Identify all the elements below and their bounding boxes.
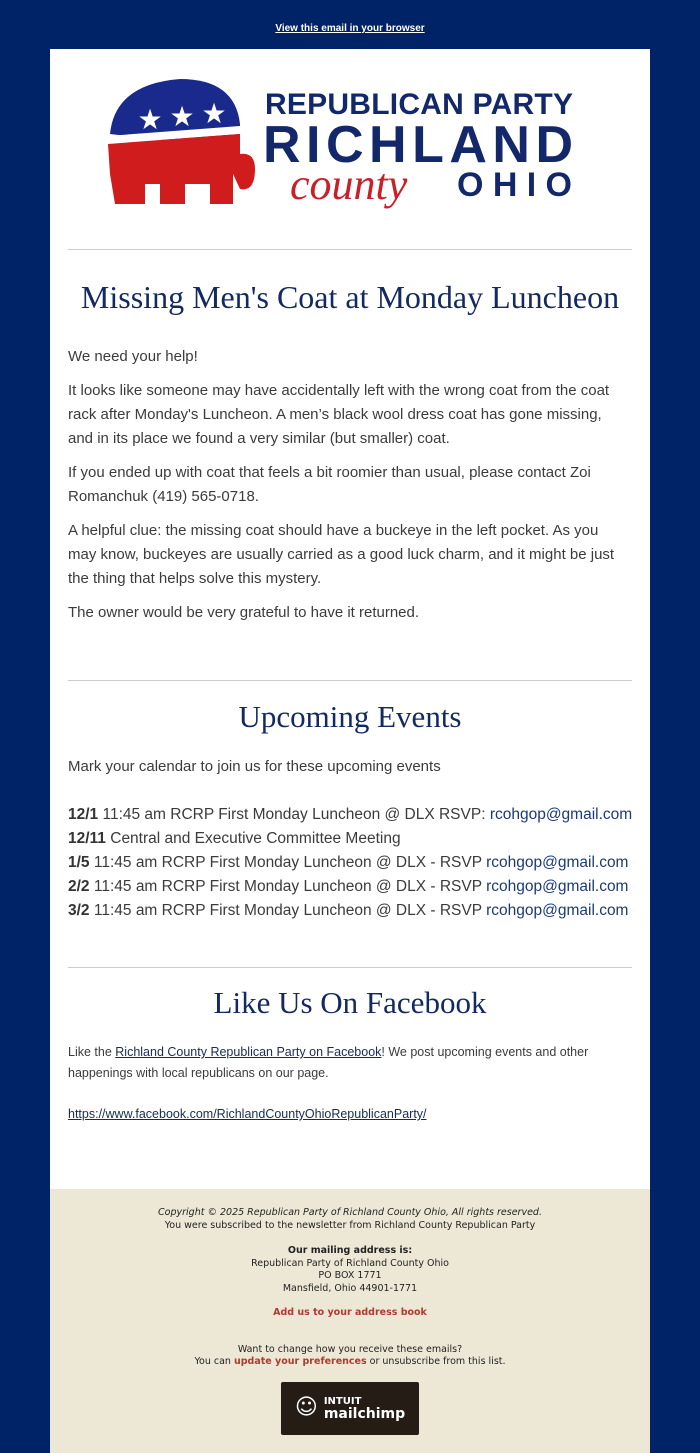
events-title: Upcoming Events [238,699,462,734]
svg-text:county: county [290,160,408,209]
facebook-url-link[interactable]: https://www.facebook.com/RichlandCountyOhioRepublicanParty/ [68,1107,427,1121]
svg-text:RICHLAND: RICHLAND [263,116,573,174]
event-item: 3/2 11:45 am RCRP First Monday Luncheon @ DLX - RSVP rcohgop@gmail.com [68,902,629,919]
events-list [68,803,638,923]
paragraph: It looks like someone may have accidentally left with the wrong coat from the coat rack after Monday's Luncheon. A men’s black wool dress coat has gone missing, and in its place we found a very similar (but smaller) coat. [68,382,610,447]
copyright: Copyright © 2025 Republican Party of Richland County Ohio, All rights reserved. [158,1207,542,1218]
paragraph: A helpful clue: the missing coat should have a buckeye in the left pocket. As you may know, buckeyes are usually carried as a good luck charm, and it might be just the thing that helps solve this mystery. [68,522,615,587]
mailchimp-badge[interactable]: ☺ INTUIT mailchimp [281,1382,419,1435]
svg-text:★: ★ [201,98,227,129]
preheader [0,0,700,49]
svg-text:★: ★ [169,101,195,132]
mailing-label: Our mailing address is: [287,1245,413,1256]
svg-text:REPUBLICAN PARTY: REPUBLICAN PARTY [265,88,573,121]
update-preferences-link[interactable]: update your preferences [233,1356,367,1367]
divider [68,967,632,968]
unsubscribe-text[interactable]: or unsubscribe from this list. [366,1356,506,1367]
address-line: Mansfield, Ohio 44901-1771 [282,1282,418,1294]
divider [68,249,632,250]
rsvp-email-link[interactable]: rcohgop@gmail.com [486,854,629,871]
rsvp-email-link[interactable]: rcohgop@gmail.com [486,878,629,895]
add-address-book-link[interactable]: Add us to your address book [273,1307,427,1318]
article-title: Missing Men's Coat at Monday Luncheon [80,279,620,315]
event-item: 12/11 Central and Executive Committee Meeting [68,830,401,847]
facebook-text: Like the Richland County Republican Party on Facebook! We post upcoming events and other happenings with local republicans on our page. [68,1045,589,1080]
change-prompt: Want to change how you receive these emails? [237,1343,463,1355]
address-line: Republican Party of Richland County Ohio [251,1257,449,1269]
footer: Copyright © 2025 Republican Party of Richland County Ohio, All rights reserved. You were subscribed to the newsletter from Richland County Republican Party Our mailing address is: Republican Party of Richland County Ohio PO BOX 1771 Mansfield, Ohio 44901-1771 Add us to your address book Want to change how you receive these emails? You can update your preferences or unsubscribe from this list. ☺ INTUIT mailchimp [50,1189,650,1453]
event-item: 2/2 11:45 am RCRP First Monday Luncheon @ DLX - RSVP rcohgop@gmail.com [68,878,629,895]
rsvp-email-link[interactable]: rcohgop@gmail.com [486,902,629,919]
svg-text:★: ★ [137,104,163,135]
rsvp-email-link[interactable]: rcohgop@gmail.com [489,806,633,823]
party-logo [105,74,575,219]
event-item: 1/5 11:45 am RCRP First Monday Luncheon @ DLX - RSVP rcohgop@gmail.com [68,854,629,871]
subscribed-note: You were subscribed to the newsletter from Richland County Republican Party [164,1219,536,1231]
view-in-browser-link[interactable]: View this email in your browser [275,23,425,34]
email-body [50,49,650,1189]
paragraph: We need your help! [68,348,198,365]
facebook-title: Like Us On Facebook [213,985,487,1020]
paragraph: The owner would be very grateful to have it returned. [68,604,420,621]
address-line: PO BOX 1771 [318,1270,382,1281]
mailchimp-freddie-icon: ☺ [294,1394,318,1420]
facebook-page-link[interactable]: Richland County Republican Party on Facebook [115,1045,382,1059]
paragraph: If you ended up with coat that feels a bit roomier than usual, please contact Zoi Romanchuk (419) 565-0718. [68,464,591,505]
svg-text:OHIO: OHIO [457,166,572,204]
events-intro: Mark your calendar to join us for these upcoming events [68,758,441,775]
divider [68,680,632,681]
event-item: 12/1 11:45 am RCRP First Monday Luncheon @ DLX RSVP: rcohgop@gmail.com [68,806,633,823]
